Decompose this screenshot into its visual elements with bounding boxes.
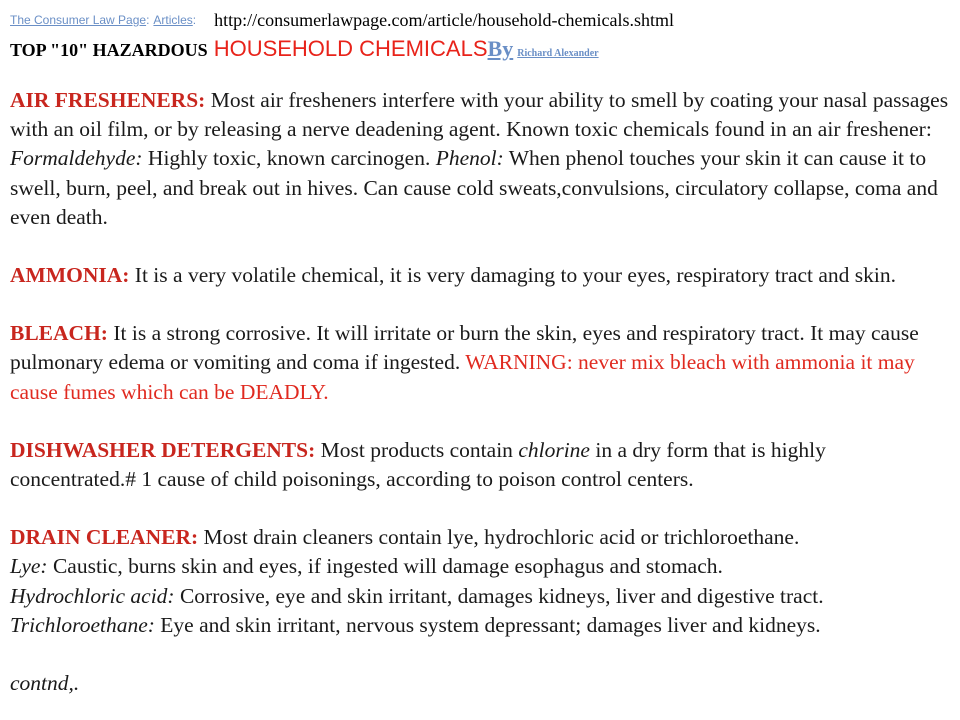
spacer: [10, 494, 950, 523]
section-label: AMMONIA:: [10, 263, 130, 288]
section-text: Caustic, burns skin and eyes, if ingested will damage esophagus and stomach.: [47, 554, 723, 579]
section-text: Most air fresheners interfere with your ability to smell by coating your nasal passages with an oil film, or by releasing a nerve deadening agent. Known toxic chemicals found in an air freshener:: [10, 88, 949, 142]
spacer: [10, 232, 950, 261]
breadcrumb-home-link[interactable]: The Consumer Law Page: [10, 13, 147, 27]
chemical-term: Hydrochloric acid:: [10, 583, 175, 608]
continued-note: contnd,.: [10, 671, 80, 696]
byline-link[interactable]: By: [487, 36, 514, 61]
article-title: [10, 34, 950, 64]
header-line: [10, 8, 950, 32]
spacer: [10, 64, 950, 86]
spacer: [10, 640, 950, 669]
chemical-term: Phenol:: [435, 146, 504, 171]
section-ammonia: [10, 261, 950, 290]
section-text: Corrosive, eye and skin irritant, damages kidneys, liver and digestive tract.: [174, 583, 824, 608]
breadcrumb-separator: :: [192, 13, 197, 27]
section-text: Eye and skin irritant, nervous system depressant; damages liver and kidneys.: [154, 612, 821, 637]
section-text: It is a strong corrosive. It will irritate or burn the skin, eyes and respiratory tract. It may cause pulmonary edema or vomiting and coma if ingested.: [10, 321, 919, 375]
chemical-term: chlorine: [518, 437, 590, 462]
title-highlight: HOUSEHOLD CHEMICALS: [213, 36, 488, 61]
chemical-term: Formaldehyde:: [10, 146, 143, 171]
section-label: DRAIN CLEANER:: [10, 525, 199, 550]
section-text: Most drain cleaners contain lye, hydrochloric acid or trichloroethane.: [198, 525, 800, 550]
breadcrumb-separator: :: [146, 13, 150, 27]
section-bleach: [10, 319, 950, 407]
section-air-fresheners: [10, 86, 950, 232]
spacer: [10, 407, 950, 436]
breadcrumb-articles-link[interactable]: Articles: [153, 13, 193, 27]
section-text: When phenol touches your skin it can cause it to swell, burn, peel, and break out in hives. Can cause cold sweats,convulsions, circulatory collapse, coma and even death.: [10, 146, 938, 229]
article-page: [10, 8, 950, 698]
spacer: [10, 290, 950, 319]
page-url: http://consumerlawpage.com/article/household-chemicals.shtml: [214, 10, 674, 30]
section-label: AIR FRESHENERS:: [10, 88, 206, 112]
chemical-term: Trichloroethane:: [10, 612, 155, 637]
title-prefix: TOP "10" HAZARDOUS: [10, 40, 208, 60]
author-link[interactable]: Richard Alexander: [517, 48, 599, 59]
section-text: Highly toxic, known carcinogen.: [142, 146, 436, 171]
section-text: in a dry form that is highly concentrated.# 1 cause of child poisonings, according to poison control centers.: [10, 437, 826, 492]
warning-text: WARNING: never mix bleach with ammonia it may cause fumes which can be DEADLY.: [10, 350, 915, 404]
section-text: Most products contain: [315, 437, 519, 462]
chemical-term: Lye:: [10, 554, 48, 579]
section-text: It is a very volatile chemical, it is very damaging to your eyes, respiratory tract and skin.: [129, 263, 897, 288]
section-label: DISHWASHER DETERGENTS:: [10, 437, 316, 462]
section-drain-cleaner: [10, 523, 950, 640]
section-label: BLEACH:: [10, 321, 108, 346]
section-dishwasher: [10, 436, 950, 494]
